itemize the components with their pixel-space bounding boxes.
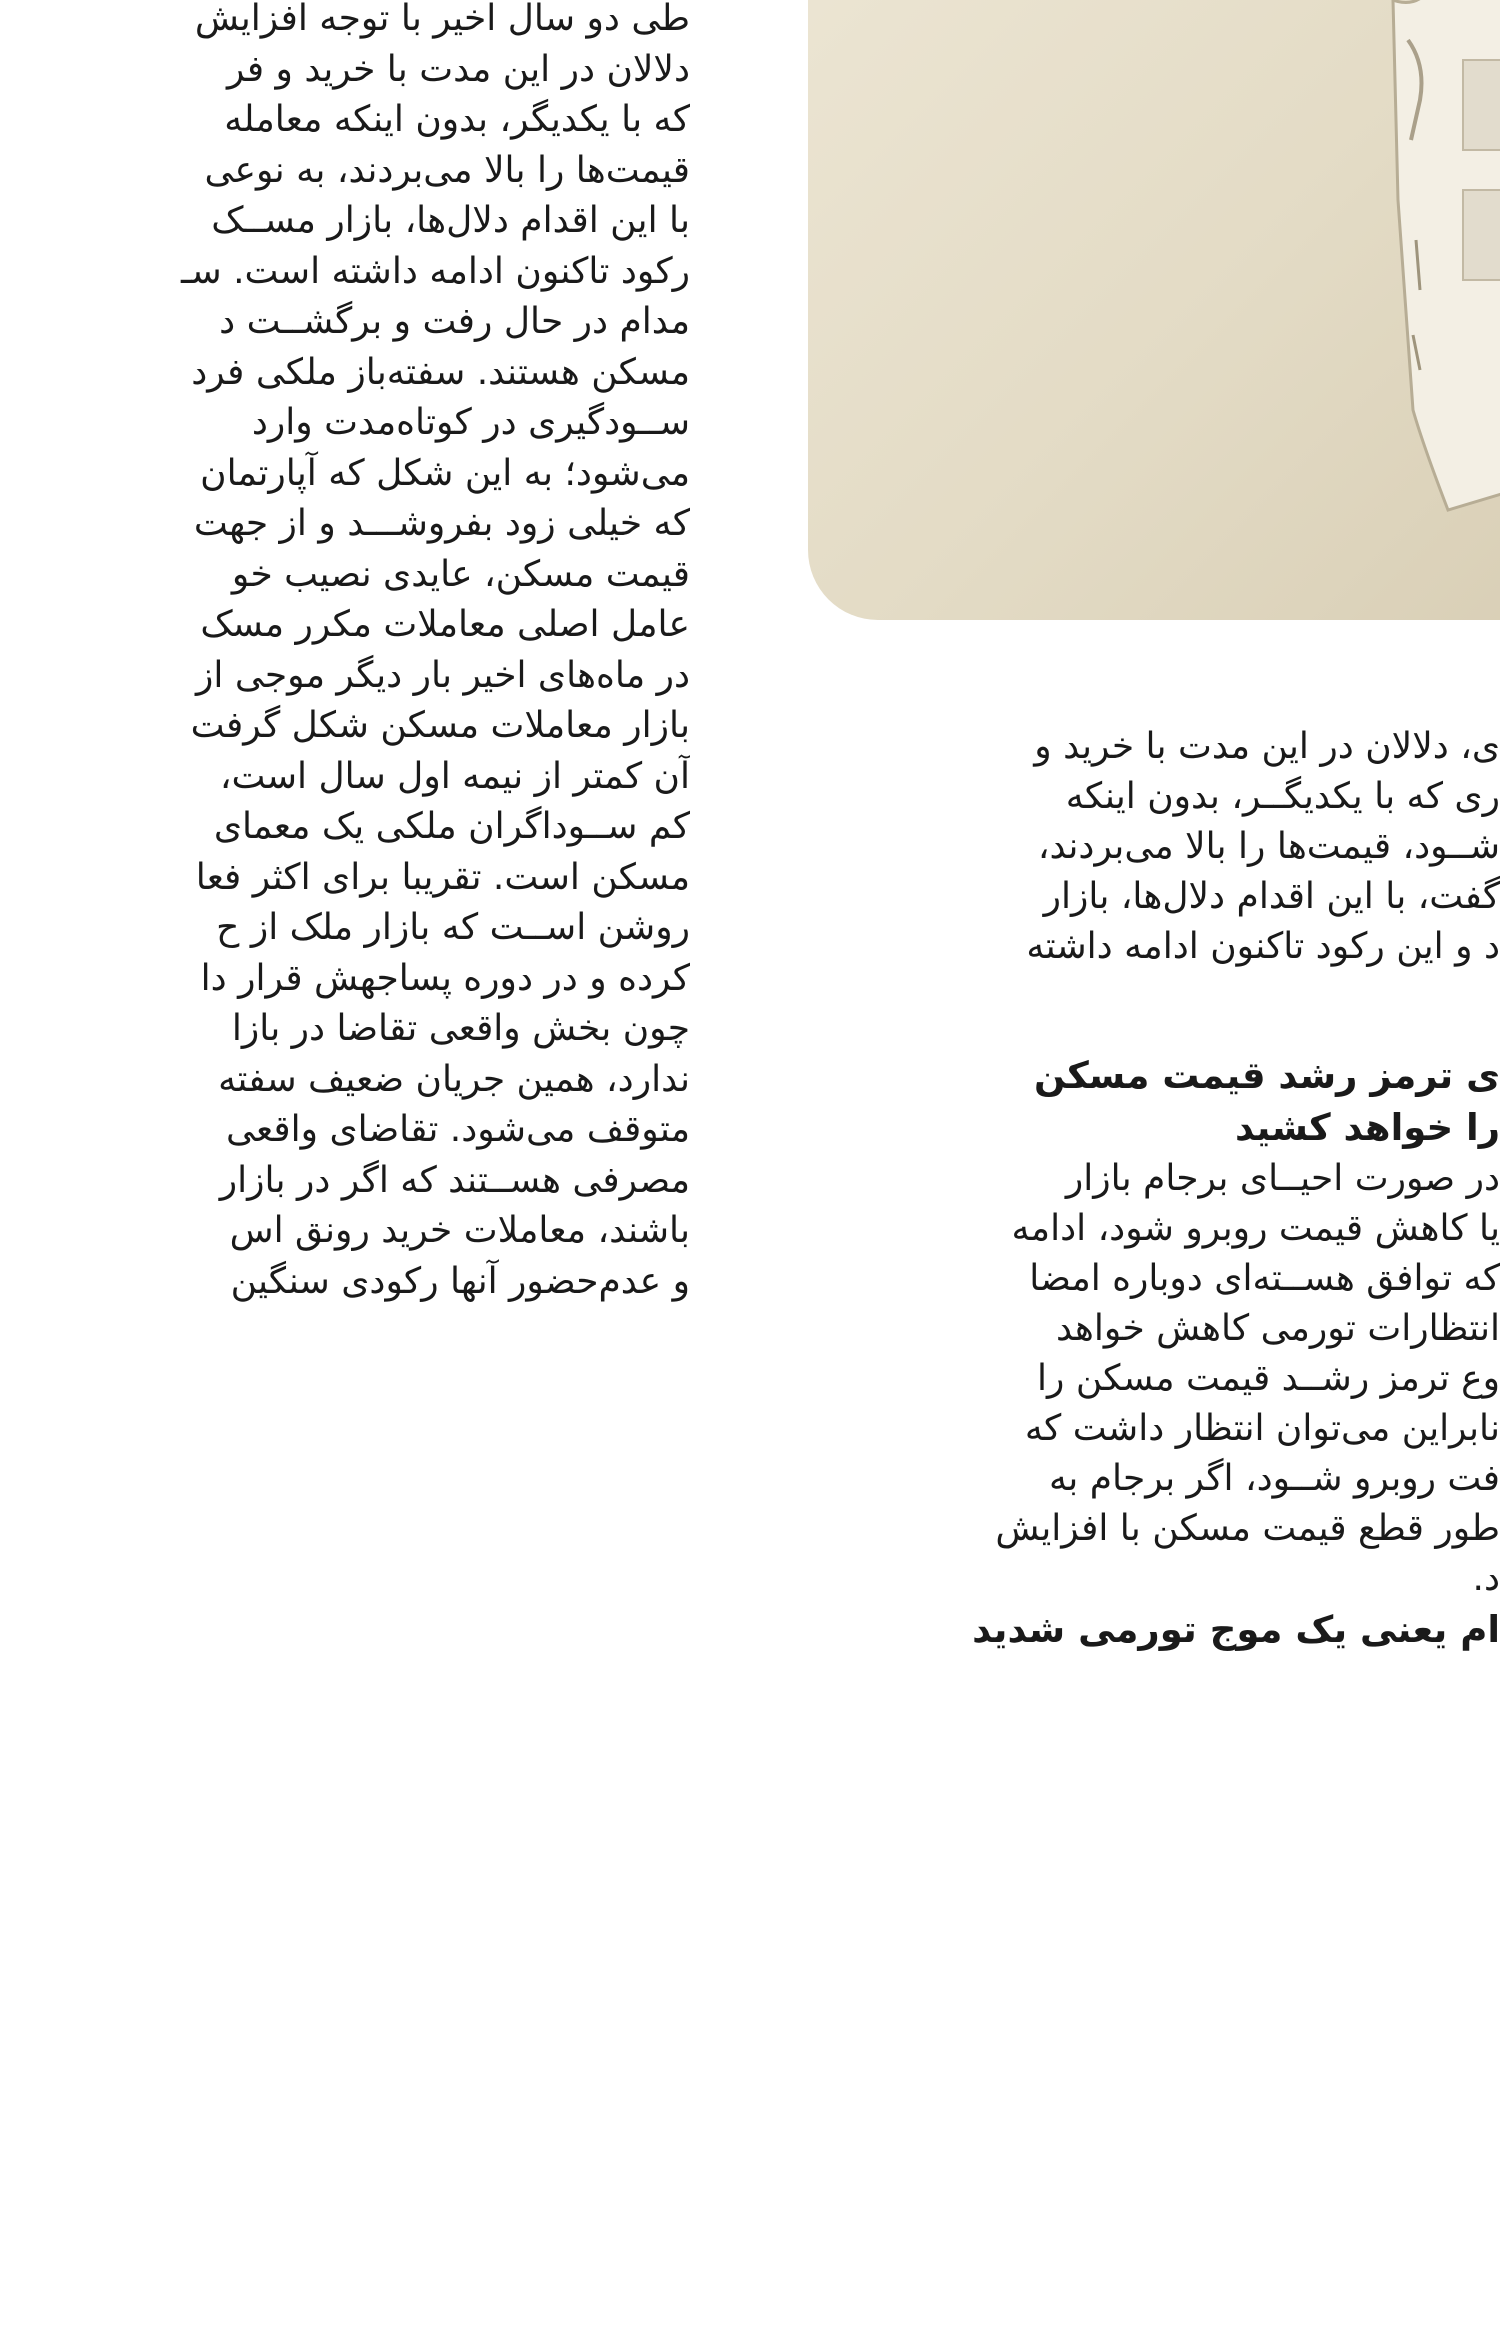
text-line: دلالان در این مدت با خرید و فر [226, 48, 690, 90]
text-line: که با یکدیگر، بدون اینکه معامله [224, 99, 690, 140]
text-line: با این اقدام دلال‌ها، بازار مســک [211, 200, 690, 241]
text-line: وع ترمز رشــد قیمت مسکن را [1037, 1358, 1500, 1399]
text-line: مسکن هستند. سفته‌باز ملکی فرد [191, 351, 690, 393]
text-line: که توافق هســته‌ای دوباره امضا [1029, 1258, 1500, 1299]
text-line: در ماه‌های اخیر بار دیگر موجی از [196, 654, 690, 696]
text-line: بازار معاملات مسکن شکل گرفت [190, 705, 690, 746]
text-line: متوقف می‌شود. تقاضای واقعی [226, 1109, 690, 1150]
text-line: طور قطع قیمت مسکن با افزایش [995, 1508, 1500, 1549]
text-line: ندارد، همین جریان ضعیف سفته [218, 1058, 690, 1100]
text-line: طی دو سال اخیر با توجه افزایش [194, 0, 690, 39]
text-line: نابراین می‌توان انتظار داشت که [1024, 1408, 1500, 1449]
text-line: قیمت‌ها را بالا می‌بردند، به نوعی [204, 149, 690, 191]
left-column [0, 0, 690, 1307]
text-line: د و این رکود تاکنون ادامه داشته [1026, 926, 1500, 967]
text-line: عامل اصلی معاملات مکرر مسک [200, 604, 690, 645]
text-line: گفت، با این اقدام دلال‌ها، بازار [1043, 876, 1500, 917]
text-line: فت روبرو شــود، اگر برجام به [1048, 1458, 1500, 1499]
text-line: مسکن است. تقریبا برای اکثر فعا [195, 856, 690, 898]
text-line: یا کاهش قیمت روبرو شود، ادامه [1011, 1208, 1500, 1249]
text-line: رکود تاکنون ادامه داشته است. سـ [180, 250, 690, 292]
building-photo-icon [808, 0, 1500, 620]
text-line: و عدم‌حضور آنها رکودی سنگین [230, 1260, 690, 1302]
text-line: مصرفی هســتند که اگر در بازار [219, 1159, 690, 1201]
text-line: ری که با یکدیگــر، بدون اینکه [1065, 776, 1500, 817]
text-line: شــود، قیمت‌ها را بالا می‌بردند، [1037, 826, 1500, 867]
text-line: انتظارات تورمی کاهش خواهد [1055, 1308, 1500, 1349]
text-line: کم ســوداگران ملکی یک معمای [213, 806, 690, 847]
text-line: د. [1472, 1558, 1500, 1599]
text-line: کرده و در دوره پساجهش قرار دا [200, 957, 690, 999]
text-line: که خیلی زود بفروشـــد و از جهت [193, 503, 690, 544]
section-headline: را خواهد کشید [1235, 1106, 1500, 1149]
right-column [808, 722, 1500, 1656]
text-line: ی، دلالان در این مدت با خرید و [1034, 726, 1500, 767]
text-line: باشند، معاملات خرید رونق اس [229, 1210, 690, 1251]
text-line: می‌شود؛ به این شکل که آپارتمان [200, 452, 690, 494]
section-headline: ام یعنی یک موج تورمی شدید [972, 1608, 1500, 1651]
section-headline: ی ترمز رشد قیمت مسکن [1033, 1054, 1500, 1097]
article-photo [808, 0, 1500, 620]
text-line: روشن اســت که بازار ملک از ح [216, 907, 690, 948]
text-line: مدام در حال رفت و برگشــت د [219, 301, 690, 342]
text-line: ســودگیری در کوتاه‌مدت وارد [251, 402, 690, 443]
text-line: قیمت مسکن، عایدی نصیب خو [231, 553, 690, 595]
text-line: آن کمتر از نیمه اول سال است، [219, 755, 690, 797]
paragraph-gap [808, 972, 1500, 1050]
text-line: در صورت احیــای برجام بازار [1065, 1158, 1500, 1199]
text-line: چون بخش واقعی تقاضا در بازا [231, 1008, 690, 1049]
